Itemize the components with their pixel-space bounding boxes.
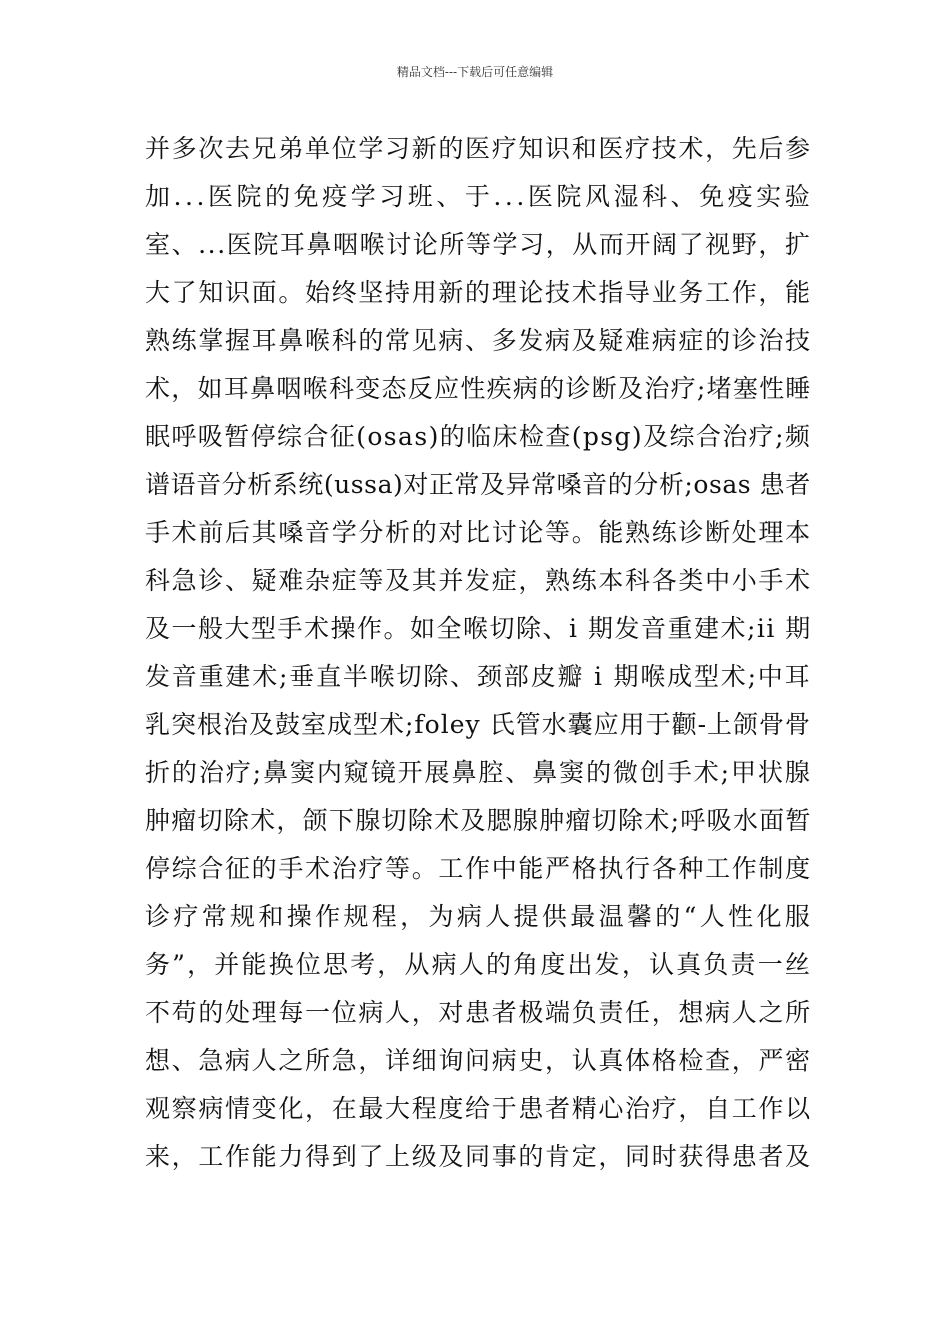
text-line: 科急诊、疑难杂症等及其并发症，熟练本科各类中小手术: [145, 566, 812, 595]
text-line: 不苟的处理每一位病人，对患者极端负责任，想病人之所: [145, 998, 812, 1027]
body-paragraph: [145, 125, 814, 1181]
text-line: 室、...医院耳鼻咽喉讨论所等学习，从而开阔了视野，扩: [145, 230, 812, 259]
text-line: 诊疗常规和操作规程，为病人提供最温馨的“人性化服: [145, 902, 814, 931]
text-line: 来，工作能力得到了上级及同事的肯定，同时获得患者及: [145, 1142, 812, 1171]
text-line: 手术前后其嗓音学分析的对比讨论等。能熟练诊断处理本: [145, 518, 812, 547]
text-line: 术，如耳鼻咽喉科变态反应性疾病的诊断及治疗;堵塞性睡: [145, 374, 812, 403]
text-line: 乳突根治及鼓室成型术;foley 氏管水囊应用于颧-上颌骨骨: [145, 710, 812, 739]
text-line: 停综合征的手术治疗等。工作中能严格执行各种工作制度: [145, 854, 812, 883]
text-line: 发音重建术;垂直半喉切除、颈部皮瓣 i 期喉成型术;中耳: [145, 662, 812, 691]
text-line: 观察病情变化，在最大程度给于患者精心治疗，自工作以: [145, 1094, 812, 1123]
text-line: 眠呼吸暂停综合征(osas)的临床检查(psg)及综合治疗;频: [145, 422, 812, 451]
text-line: 加...医院的免疫学习班、于...医院风湿科、免疫实验: [145, 182, 814, 211]
text-line: 并多次去兄弟单位学习新的医疗知识和医疗技术，先后参: [145, 134, 812, 163]
text-line: 想、急病人之所急，详细询问病史，认真体格检查，严密: [145, 1046, 812, 1075]
text-line: 谱语音分析系统(ussa)对正常及异常嗓音的分析;osas 患者: [145, 470, 811, 499]
text-line: 折的治疗;鼻窦内窥镜开展鼻腔、鼻窦的微创手术;甲状腺: [145, 758, 812, 787]
text-line: 肿瘤切除术，颌下腺切除术及腮腺肿瘤切除术;呼吸水面暂: [145, 806, 812, 835]
text-line: 及一般大型手术操作。如全喉切除、i 期发音重建术;ii 期: [145, 614, 812, 643]
text-line: 熟练掌握耳鼻喉科的常见病、多发病及疑难病症的诊治技: [145, 326, 812, 355]
text-line: 大了知识面。始终坚持用新的理论技术指导业务工作，能: [145, 278, 812, 307]
page-header: 精品文档---下载后可任意编辑: [396, 65, 554, 79]
text-line: 务”，并能换位思考，从病人的角度出发，认真负责一丝: [145, 950, 813, 979]
